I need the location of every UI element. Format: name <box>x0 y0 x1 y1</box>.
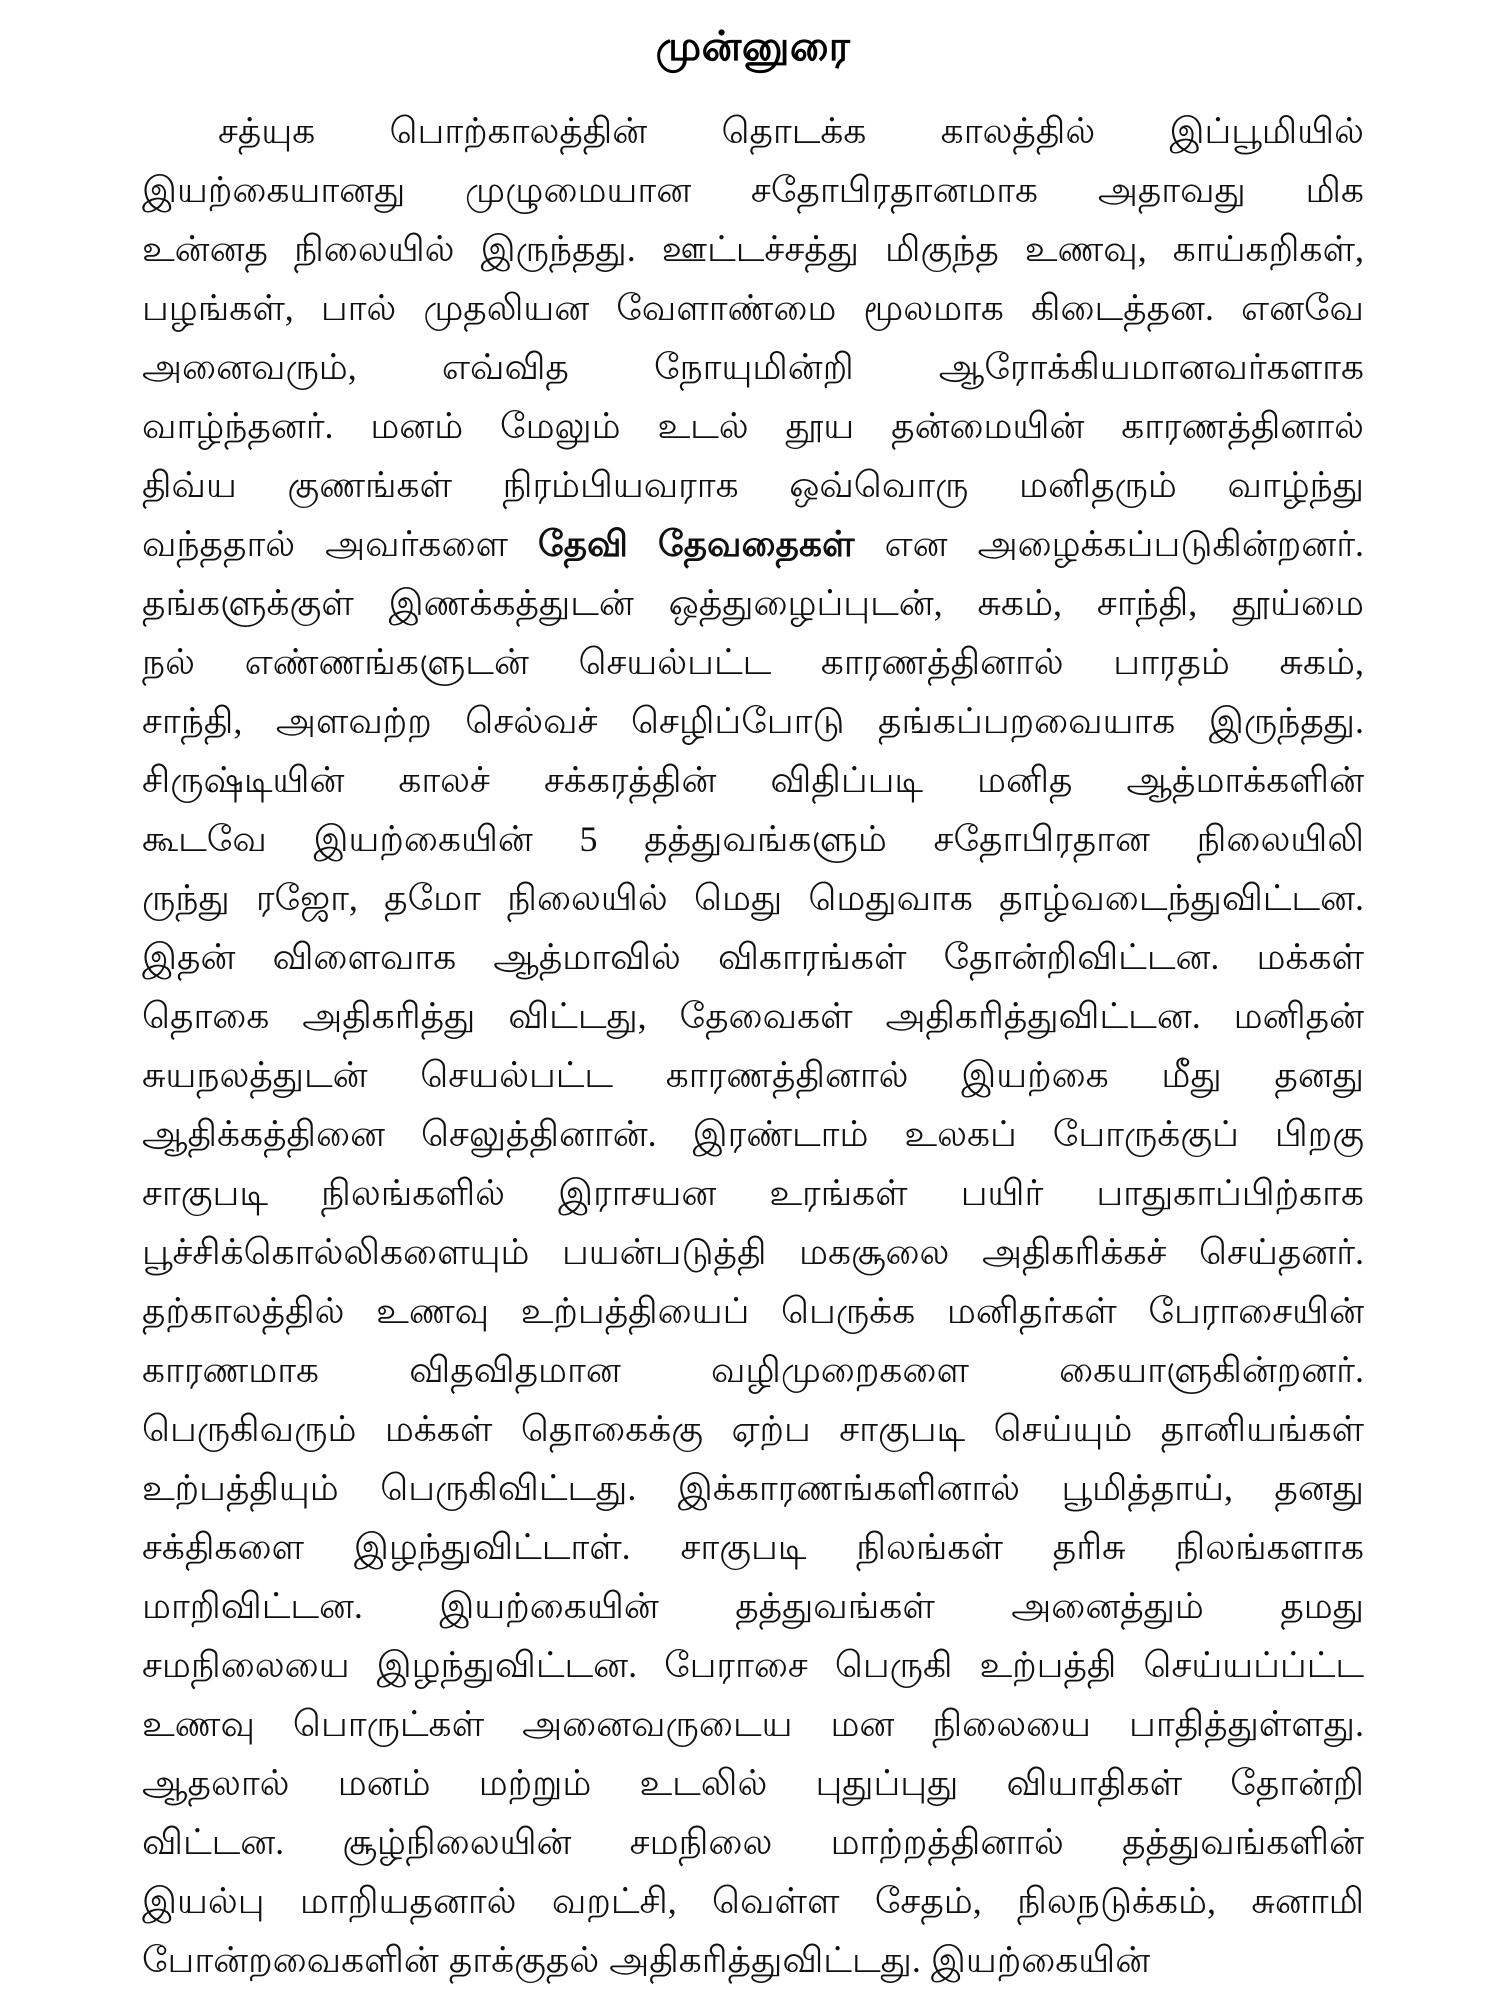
text-line: உன்னத நிலையில் இருந்தது. ஊட்டச்சத்து மிகுந்த உணவு, காய்கறிகள், <box>142 229 1364 269</box>
text-line: போன்றவைகளின் தாக்குதல் அதிகரித்துவிட்டது. இயற்கையின் <box>142 1940 1151 1980</box>
text-line: திவ்ய குணங்கள் நிரம்பியவராக ஒவ்வொரு மனிதரும் வாழ்ந்து <box>142 465 1364 505</box>
text-line: இயல்பு மாறியதனால் வறட்சி, வெள்ள சேதம், நிலநடுக்கம், சுனாமி <box>142 1881 1364 1921</box>
text-line: தொகை அதிகரித்து விட்டது, தேவைகள் அதிகரித்துவிட்டன. மனிதன் <box>142 996 1364 1036</box>
text-line: தங்களுக்குள் இணக்கத்துடன் ஒத்துழைப்புடன், சுகம், சாந்தி, தூய்மை <box>142 583 1364 623</box>
text-line: ஆதலால் மனம் மற்றும் உடலில் புதுப்புது வியாதிகள் தோன்றி <box>142 1763 1364 1803</box>
text-line: மாறிவிட்டன. இயற்கையின் தத்துவங்கள் அனைத்தும் தமது <box>142 1586 1364 1626</box>
text-line: ஆதிக்கத்தினை செலுத்தினான். இரண்டாம் உலகப் போருக்குப் பிறகு <box>142 1114 1364 1154</box>
text-line: உற்பத்தியும் பெருகிவிட்டது. இக்காரணங்களினால் பூமித்தாய், தனது <box>142 1468 1364 1508</box>
text-line: இயற்கையானது முழுமையான சதோபிரதானமாக அதாவது மிக <box>142 170 1364 210</box>
text-line: சுயநலத்துடன் செயல்பட்ட காரணத்தினால் இயற்கை மீது தனது <box>142 1055 1364 1095</box>
text-line: தற்காலத்தில் உணவு உற்பத்தியைப் பெருக்க மனிதர்கள் பேராசையின் <box>142 1291 1364 1331</box>
text-line: பூச்சிக்கொல்லிகளையும் பயன்படுத்தி மகசூலை அதிகரிக்கச் செய்தனர். <box>142 1232 1364 1272</box>
text-line: வந்ததால் அவர்களை தேவி தேவதைகள் என அழைக்கப்படுகின்றனர். <box>142 524 1365 564</box>
text-line: பழங்கள், பால் முதலியன வேளாண்மை மூலமாக கிடைத்தன. எனவே <box>142 288 1364 328</box>
text-line: சமநிலையை இழந்துவிட்டன. பேராசை பெருகி உற்பத்தி செய்யப்ப்ட்ட <box>142 1645 1364 1685</box>
text-line: சக்திகளை இழந்துவிட்டாள். சாகுபடி நிலங்கள் தரிசு நிலங்களாக <box>142 1527 1364 1567</box>
text-line: பெருகிவரும் மக்கள் தொகைக்கு ஏற்ப சாகுபடி செய்யும் தானியங்கள் <box>142 1409 1364 1449</box>
body-paragraph <box>142 102 1364 1990</box>
text-line: சிருஷ்டியின் காலச் சக்கரத்தின் விதிப்படி மனித ஆத்மாக்களின் <box>142 760 1364 800</box>
text-line: அனைவரும், எவ்வித நோயுமின்றி ஆரோக்கியமானவர்களாக <box>142 347 1364 387</box>
text-line: ருந்து ரஜோ, தமோ நிலையில் மெது மெதுவாக தாழ்வடைந்துவிட்டன. <box>142 878 1364 918</box>
text-line: சத்யுக பொற்காலத்தின் தொடக்க காலத்தில் இப்பூமியில் <box>218 111 1364 151</box>
text-line: விட்டன. சூழ்நிலையின் சமநிலை மாற்றத்தினால் தத்துவங்களின் <box>142 1822 1364 1862</box>
text-line: காரணமாக விதவிதமான வழிமுறைகளை கையாளுகின்றனர். <box>142 1350 1364 1390</box>
text-line: சாந்தி, அளவற்ற செல்வச் செழிப்போடு தங்கப்பறவையாக இருந்தது. <box>142 701 1364 741</box>
text-line: உணவு பொருட்கள் அனைவருடைய மன நிலையை பாதித்துள்ளது. <box>142 1704 1364 1744</box>
text-line: இதன் விளைவாக ஆத்மாவில் விகாரங்கள் தோன்றிவிட்டன. மக்கள் <box>142 937 1364 977</box>
text-line: கூடவே இயற்கையின் 5 தத்துவங்களும் சதோபிரதான நிலையிலி <box>142 819 1364 859</box>
text-line: சாகுபடி நிலங்களில் இராசயன உரங்கள் பயிர் பாதுகாப்பிற்காக <box>142 1173 1364 1213</box>
text-line: வாழ்ந்தனர். மனம் மேலும் உடல் தூய தன்மையின் காரணத்தினால் <box>142 406 1364 446</box>
page-title: முன்னுரை <box>655 23 851 69</box>
text-line: நல் எண்ணங்களுடன் செயல்பட்ட காரணத்தினால் பாரதம் சுகம், <box>142 642 1364 682</box>
